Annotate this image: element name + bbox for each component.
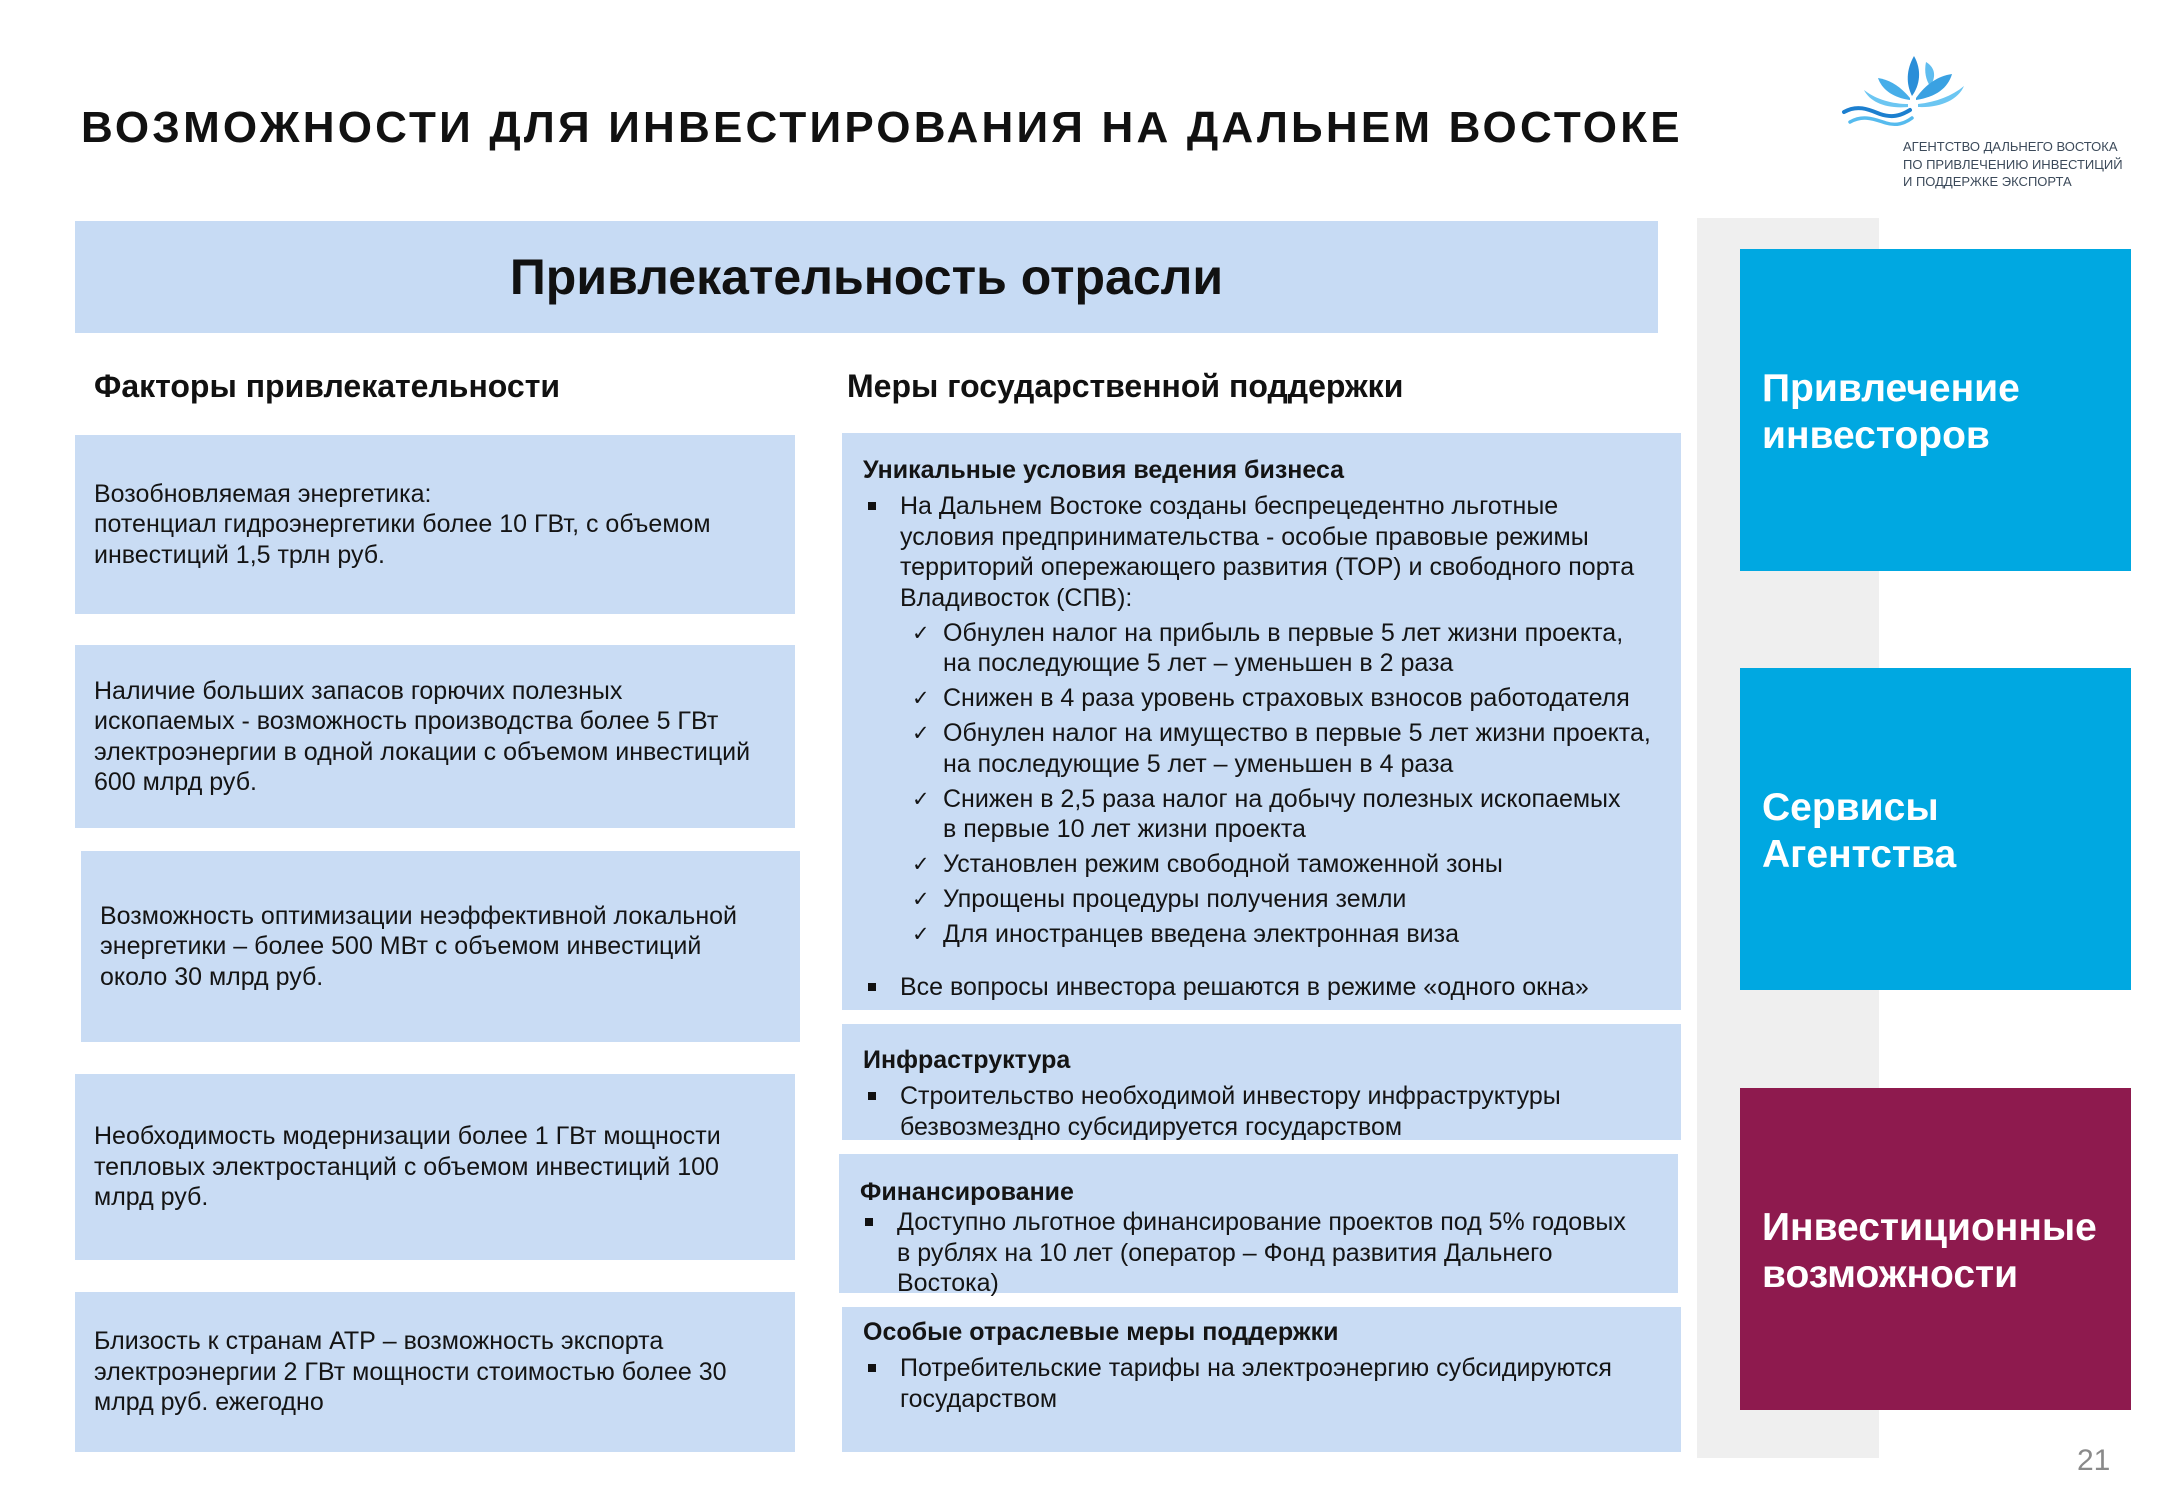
check-icon xyxy=(912,919,930,950)
check-icon xyxy=(912,849,930,880)
check-text: Снижен в 2,5 раза налог на добычу полезных ископаемых в первые 10 лет жизни проекта xyxy=(943,784,1621,843)
check-icon xyxy=(912,784,930,815)
section-title: Финансирование xyxy=(860,1178,1074,1206)
bullet-square-icon xyxy=(868,1364,876,1372)
support-section-financing xyxy=(839,1154,1678,1297)
factor-text: Необходимость модернизации более 1 ГВт мощности тепловых электростанций с объемом инвестиций 100 млрд руб. xyxy=(94,1122,721,1212)
logo-line: И ПОДДЕРЖКЕ ЭКСПОРТА xyxy=(1903,174,2072,189)
agency-logo xyxy=(1840,52,2140,197)
factors-heading: Факторы привлекательности xyxy=(94,368,561,404)
check-item xyxy=(900,618,1681,679)
check-item xyxy=(900,919,1681,950)
check-item xyxy=(900,683,1681,714)
bullet-square-icon xyxy=(868,1092,876,1100)
section-title: Уникальные условия ведения бизнеса xyxy=(863,456,1345,484)
section-banner xyxy=(75,221,1658,333)
logo-caption xyxy=(1903,138,2123,191)
factor-card xyxy=(75,645,795,828)
logo-line: АГЕНТСТВО ДАЛЬНЕГО ВОСТОКА xyxy=(1903,139,2118,154)
factor-card xyxy=(75,1074,795,1260)
check-text: Упрощены процедуры получения земли xyxy=(943,885,1407,913)
factor-text: Возможность оптимизации неэффективной локальной энергетики – более 500 МВт с объемом инвестиций около 30 млрд руб. xyxy=(100,901,737,991)
check-item xyxy=(900,849,1681,880)
factor-text: Близость к странам АТР – возможность экспорта электроэнергии 2 ГВт мощности стоимостью более 30 млрд руб. ежегодно xyxy=(94,1327,727,1417)
check-text: Для иностранцев введена электронная виза xyxy=(943,920,1459,948)
check-icon xyxy=(912,618,930,649)
check-item xyxy=(900,784,1681,845)
page-title: ВОЗМОЖНОСТИ ДЛЯ ИНВЕСТИРОВАНИЯ НА ДАЛЬНЕМ ВОСТОКЕ xyxy=(81,103,1683,152)
factor-card xyxy=(75,435,795,614)
support-section-infrastructure xyxy=(842,1024,1681,1140)
bullet-text: Доступно льготное финансирование проектов под 5% годовых в рублях на 10 лет (оператор – Фонд развития Дальнего Востока) xyxy=(897,1208,1626,1297)
bullet-square-icon xyxy=(868,983,876,991)
check-text: Обнулен налог на имущество в первые 5 лет жизни проекта, на последующие 5 лет – уменьшен в 4 раза xyxy=(943,719,1651,778)
support-heading: Меры государственной поддержки xyxy=(847,368,1404,404)
support-section-unique-conditions xyxy=(842,433,1681,1010)
bullet-item xyxy=(863,491,1681,613)
check-item xyxy=(900,884,1681,915)
nav-tile-attract-investors[interactable]: Привлечение инвесторов xyxy=(1740,249,2131,571)
check-icon xyxy=(912,884,930,915)
check-text: Снижен в 4 раза уровень страховых взносов работодателя xyxy=(943,684,1630,712)
nav-tile-investment-opportunities[interactable]: Инвестиционные возможности xyxy=(1740,1088,2131,1410)
bullet-square-icon xyxy=(868,502,876,510)
check-item xyxy=(900,718,1681,779)
factor-card xyxy=(81,851,800,1042)
factor-card xyxy=(75,1292,795,1452)
factor-text: Наличие больших запасов горючих полезных ископаемых - возможность производства более 5 ГВт электроэнергии в одной локации с объемом инвестиций 600 млрд руб. xyxy=(94,676,751,796)
page-number: 21 xyxy=(2077,1444,2111,1477)
factor-text: Возобновляемая энергетика: потенциал гидроэнергетики более 10 ГВт, с объемом инвестиций 1,5 трлн руб. xyxy=(94,479,711,569)
bullet-square-icon xyxy=(865,1218,873,1226)
section-title: Особые отраслевые меры поддержки xyxy=(863,1318,1339,1346)
bullet-text: На Дальнем Востоке созданы беспрецедентно льготные условия предпринимательства - особые правовые режимы территорий опережающего развития (ТОР) и свободного порта Владивосток (СПВ): xyxy=(900,492,1635,612)
banner-title: Привлекательность отрасли xyxy=(509,249,1224,305)
bullet-item xyxy=(863,972,1681,1003)
bullet-item xyxy=(863,1353,1681,1414)
check-text: Обнулен налог на прибыль в первые 5 лет жизни проекта, на последующие 5 лет – уменьшен в 2 раза xyxy=(943,618,1624,677)
section-title: Инфраструктура xyxy=(863,1046,1071,1074)
logo-line: ПО ПРИВЛЕЧЕНИЮ ИНВЕСТИЦИЙ xyxy=(1903,156,2123,172)
check-icon xyxy=(912,718,930,749)
check-list xyxy=(900,618,1681,950)
bullet-text: Все вопросы инвестора решаются в режиме «одного окна» xyxy=(900,972,1589,1001)
bullet-text: Строительство необходимой инвестору инфраструктуры безвозмездно субсидируется государством xyxy=(900,1082,1561,1141)
bullet-item xyxy=(863,1081,1681,1142)
lotus-logo-icon xyxy=(1840,52,1980,134)
nav-tile-agency-services[interactable]: Сервисы Агентства xyxy=(1740,668,2131,990)
check-icon xyxy=(912,683,930,714)
bullet-text: Потребительские тарифы на электроэнергию субсидируются государством xyxy=(900,1354,1612,1413)
check-text: Установлен режим свободной таможенной зоны xyxy=(943,850,1503,878)
bullet-item xyxy=(860,1207,1678,1299)
support-section-special-measures xyxy=(842,1307,1681,1452)
